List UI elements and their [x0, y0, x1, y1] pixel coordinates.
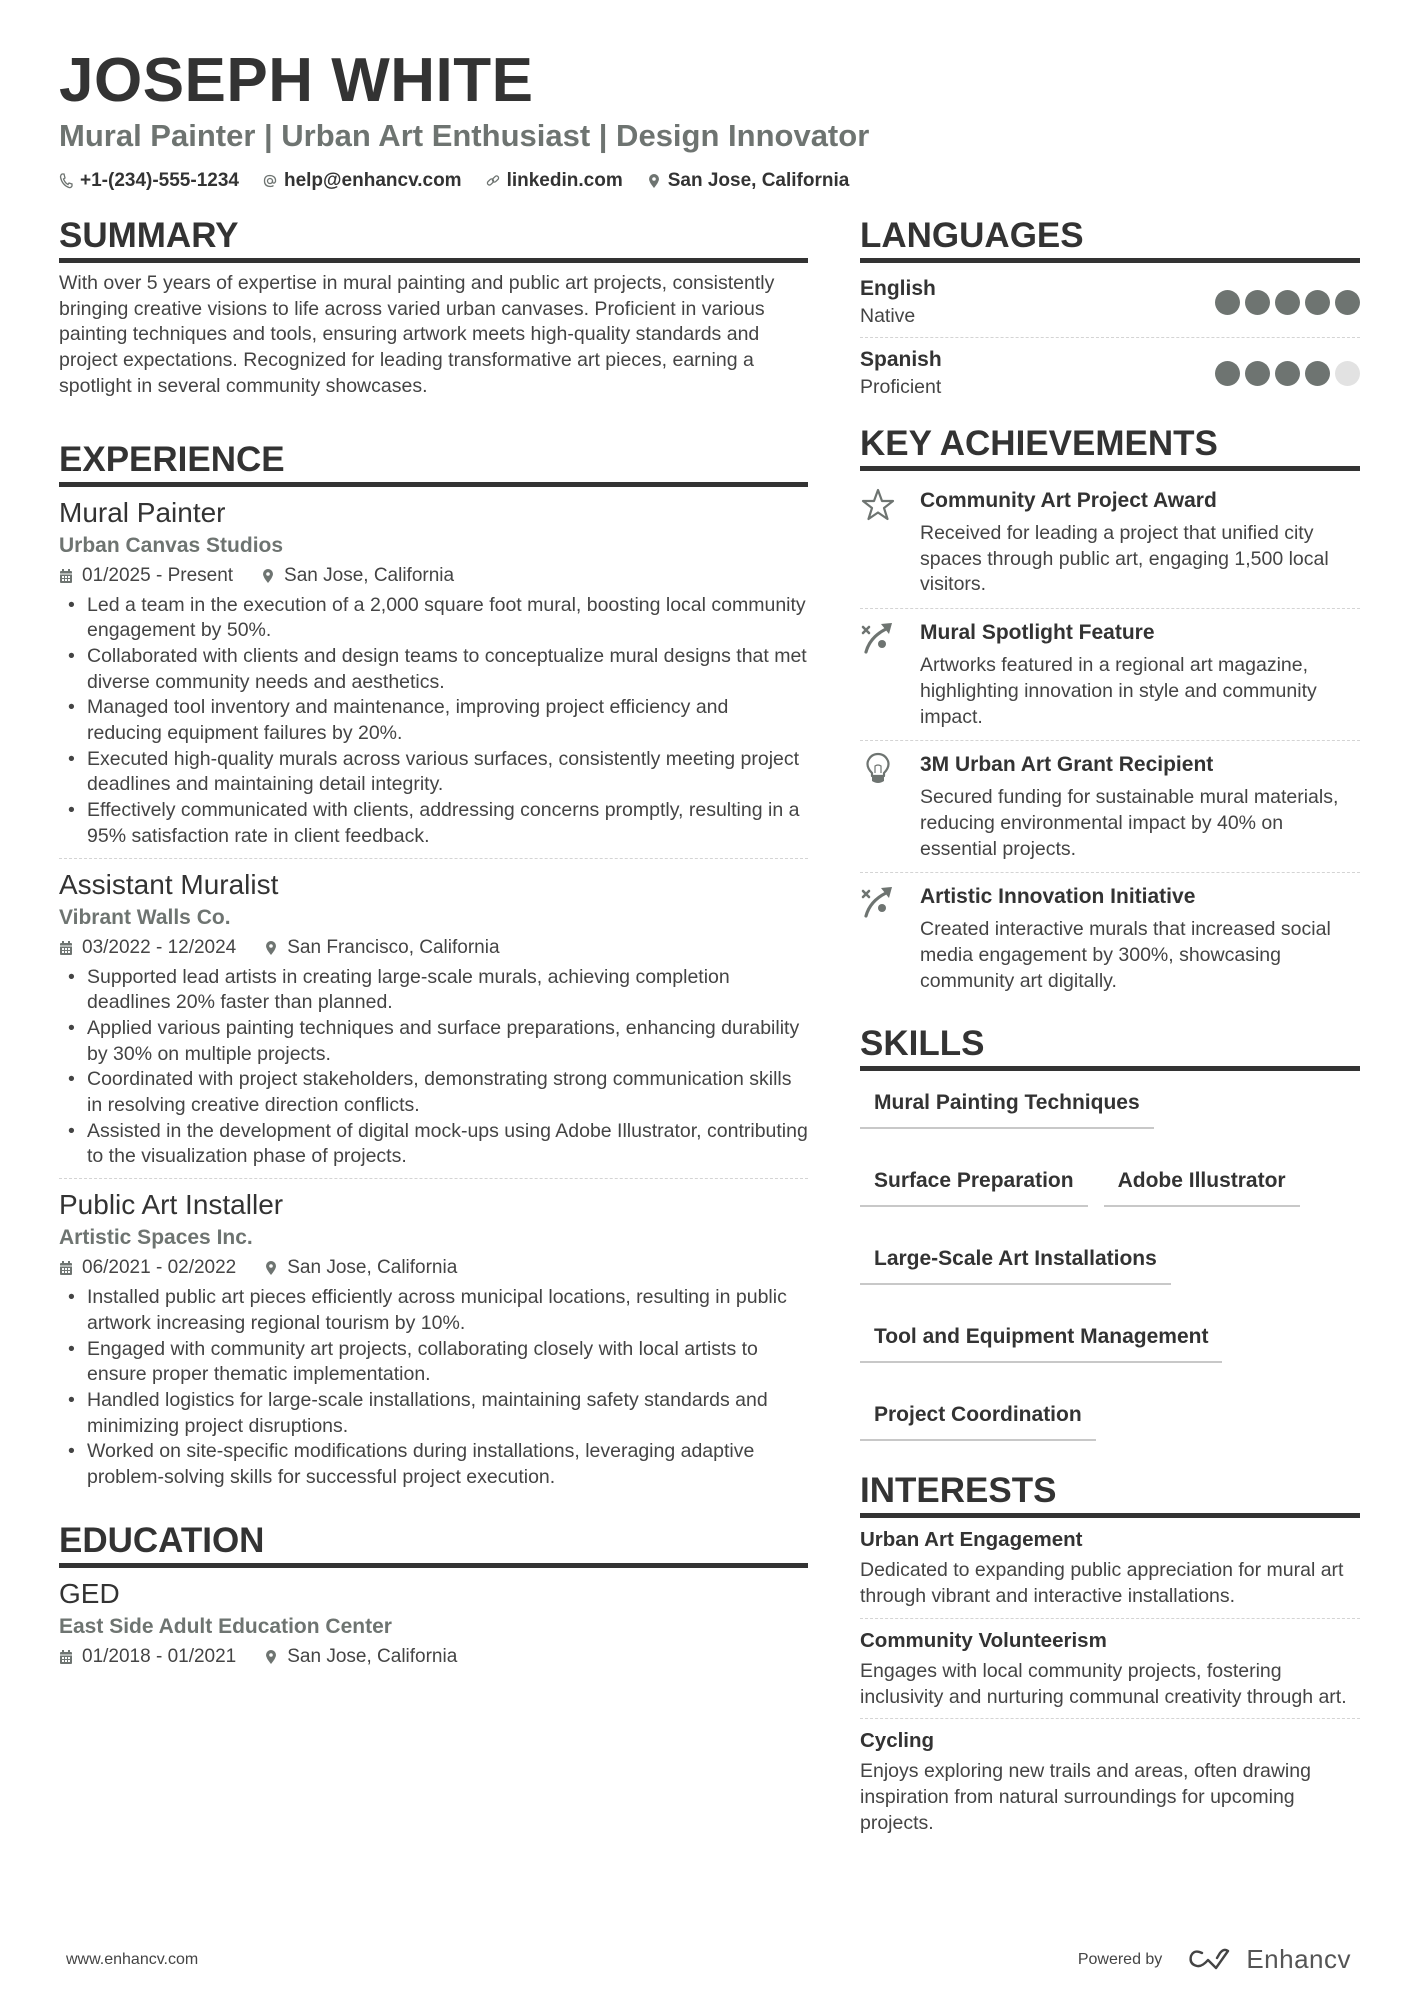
strategy-icon: [860, 619, 896, 655]
job-entry: [59, 858, 808, 1179]
interests-heading: INTERESTS: [860, 1469, 1360, 1518]
skills-section: [860, 1022, 1360, 1441]
achievements-list: [860, 479, 1360, 1004]
achievement-icon-wrap: [860, 881, 920, 994]
language-level: Native: [860, 305, 916, 327]
skills-list: [860, 1079, 1360, 1441]
job-company: Vibrant Walls Co.: [59, 905, 231, 929]
interest-title: Cycling: [860, 1729, 935, 1753]
rating-dot: [1275, 361, 1300, 386]
job-location: San Jose, California: [264, 1253, 457, 1283]
summary-heading: SUMMARY: [59, 214, 808, 263]
bullet-item: • Coordinated with project stakeholders, demonstrating strong communication skills in resolving creative direction conflicts.: [59, 1067, 808, 1118]
education-section: [59, 1519, 808, 1680]
calendar-icon: [59, 1649, 73, 1665]
email-text: help@enhancv.com: [283, 170, 462, 191]
summary-text: With over 5 years of expertise in mural painting and public art projects, consistently bringing creative visions to life across varied urban canvases. Proficient in various painting techniques and tools, ensuring artwork meets high-quality standards and project expectations. Recognized for leading transformative art pieces, earning a spotlight in several community showcases.: [59, 272, 775, 397]
job-bullets: [59, 965, 808, 1171]
bullet-item: • Managed tool inventory and maintenance, improving project efficiency and reducing equipment failures by 20%.: [59, 695, 808, 746]
job-company: Urban Canvas Studios: [59, 533, 284, 557]
job-bullets: [59, 593, 808, 850]
degree: GED: [59, 1577, 120, 1609]
achievements-heading: KEY ACHIEVEMENTS: [860, 422, 1360, 471]
achievement-icon-wrap: [860, 485, 920, 598]
lightbulb-icon: [860, 751, 896, 787]
achievement-body: [920, 617, 1360, 730]
bullet-item: • Collaborated with clients and design teams to conceptualize mural designs that met diverse community needs and aesthetics.: [59, 644, 808, 695]
job-entry: [59, 1178, 808, 1499]
languages-list: [860, 271, 1360, 408]
bullet-item: • Led a team in the execution of a 2,000 square foot mural, boosting local community engagement by 50%.: [59, 593, 808, 644]
powered-by-text: Powered by: [1077, 1950, 1163, 1968]
achievement-title: 3M Urban Art Grant Recipient: [920, 753, 1214, 777]
achievement-body: [920, 485, 1360, 598]
location-icon: [261, 568, 275, 584]
achievement-icon-wrap: [860, 749, 920, 862]
rating-dot: [1305, 361, 1330, 386]
job-meta: [59, 933, 808, 963]
language-name: English: [860, 277, 936, 300]
rating-dot: [1215, 361, 1240, 386]
job-role: Public Art Installer: [59, 1189, 284, 1221]
interest-desc: Enjoys exploring new trails and areas, often drawing inspiration from natural surroundings for upcoming projects.: [860, 1760, 1311, 1834]
contact-email[interactable]: [263, 170, 462, 192]
achievements-section: [860, 422, 1360, 1004]
link-icon: [486, 173, 500, 189]
right-column: [860, 214, 1360, 1844]
rating-dot: [1335, 290, 1360, 315]
language-rating: [1215, 290, 1360, 315]
interest-title: Urban Art Engagement: [860, 1528, 1083, 1552]
bullet-item: • Worked on site-specific modifications during installations, leveraging adaptive problem-solving skills for successful project execution.: [59, 1439, 808, 1490]
achievement-desc: Received for leading a project that unified city spaces through public art, engaging 1,500 local visitors.: [920, 522, 1329, 596]
achievement-body: [920, 881, 1360, 994]
language-rating: [1215, 361, 1360, 386]
interest-item: [860, 1618, 1360, 1718]
language-level: Proficient: [860, 376, 942, 398]
summary-section: [59, 214, 808, 400]
experience-heading: EXPERIENCE: [59, 438, 808, 487]
job-role: Mural Painter: [59, 496, 226, 528]
location-icon: [647, 173, 661, 189]
language-item: [860, 271, 1360, 337]
experience-section: [59, 438, 808, 1499]
job-entry: [59, 495, 808, 858]
location-text: San Jose, California: [667, 170, 850, 191]
education-heading: EDUCATION: [59, 1519, 808, 1568]
candidate-name: JOSEPH WHITE: [59, 46, 534, 115]
language-item: [860, 337, 1360, 408]
phone-text: +1-(234)-555-1234: [80, 170, 239, 191]
education-entry: [59, 1576, 808, 1680]
achievement-title: Mural Spotlight Feature: [920, 621, 1155, 645]
star-icon: [860, 487, 896, 523]
bullet-item: • Handled logistics for large-scale installations, maintaining safety standards and minimizing project disruptions.: [59, 1388, 808, 1439]
enhancv-logo-icon: [1188, 1947, 1234, 1973]
bullet-item: • Executed high-quality murals across various surfaces, consistently meeting project deadlines and maintaining detail integrity.: [59, 747, 808, 798]
skill-tag: Project Coordination: [860, 1395, 1096, 1441]
education-dates: 01/2018 - 01/2021: [59, 1642, 236, 1672]
achievement-desc: Secured funding for sustainable mural materials, reducing environmental impact by 40% on essential projects.: [920, 786, 1339, 860]
rating-dot: [1245, 290, 1270, 315]
candidate-title: Mural Painter | Urban Art Enthusiast | Design Innovator: [59, 118, 870, 153]
brand-name: Enhancv: [1246, 1944, 1351, 1974]
at-icon: [263, 173, 277, 189]
resume-header: [59, 46, 1359, 192]
achievement-title: Artistic Innovation Initiative: [920, 885, 1196, 909]
skill-tag: Surface Preparation: [860, 1161, 1088, 1207]
location-icon: [264, 940, 278, 956]
interests-section: [860, 1469, 1360, 1844]
achievement-item: [860, 479, 1360, 608]
achievement-desc: Artworks featured in a regional art magazine, highlighting innovation in style and community impact.: [920, 654, 1317, 728]
achievement-title: Community Art Project Award: [920, 489, 1217, 512]
rating-dot: [1305, 290, 1330, 315]
bullet-item: • Engaged with community art projects, collaborating closely with local artists to ensure proper thematic implementation.: [59, 1337, 808, 1388]
job-bullets: [59, 1285, 808, 1491]
contact-bar: [59, 170, 1359, 192]
job-location: San Jose, California: [261, 561, 454, 591]
footer: [66, 1944, 1351, 1975]
left-column: [59, 214, 808, 1680]
job-dates: 03/2022 - 12/2024: [59, 933, 236, 963]
school-name: East Side Adult Education Center: [59, 1614, 392, 1638]
bullet-item: • Assisted in the development of digital mock-ups using Adobe Illustrator, contributing to the visualization phase of projects.: [59, 1119, 808, 1170]
location-icon: [264, 1260, 278, 1276]
footer-branding: [1078, 1944, 1351, 1975]
language-info: [860, 346, 942, 400]
bullet-item: • Applied various painting techniques and surface preparations, enhancing durability by 30% on multiple projects.: [59, 1016, 808, 1067]
interest-item: [860, 1526, 1360, 1617]
location-icon: [264, 1649, 278, 1665]
education-location: San Jose, California: [264, 1642, 457, 1672]
skill-tag: Large-Scale Art Installations: [860, 1239, 1171, 1285]
job-meta: [59, 1253, 808, 1283]
jobs-list: [59, 495, 808, 1499]
skill-tag: Adobe Illustrator: [1104, 1161, 1300, 1207]
contact-phone[interactable]: [59, 170, 239, 192]
job-meta: [59, 561, 808, 591]
achievement-item: [860, 608, 1360, 740]
contact-linkedin[interactable]: [486, 170, 623, 192]
rating-dot: [1215, 290, 1240, 315]
achievement-item: [860, 872, 1360, 1004]
achievement-desc: Created interactive murals that increased social media engagement by 300%, showcasing community art digitally.: [920, 918, 1331, 992]
skill-tag: Tool and Equipment Management: [860, 1317, 1222, 1363]
footer-website-link[interactable]: www.enhancv.com: [66, 1950, 199, 1968]
interest-desc: Engages with local community projects, fostering inclusivity and nurturing communal creativity through art.: [860, 1659, 1347, 1708]
education-meta: [59, 1642, 808, 1672]
linkedin-text: linkedin.com: [506, 170, 623, 191]
calendar-icon: [59, 568, 73, 584]
bullet-item: • Supported lead artists in creating large-scale murals, achieving completion deadlines 20% faster than planned.: [59, 965, 808, 1016]
strategy-icon: [860, 883, 896, 919]
job-location: San Francisco, California: [264, 933, 499, 963]
rating-dot: [1275, 290, 1300, 315]
job-role: Assistant Muralist: [59, 868, 279, 900]
language-info: [860, 275, 936, 329]
language-name: Spanish: [860, 348, 942, 371]
bullet-item: • Effectively communicated with clients, addressing concerns promptly, resulting in a 95% satisfaction rate in client feedback.: [59, 798, 808, 849]
skill-tag: Mural Painting Techniques: [860, 1083, 1154, 1129]
languages-heading: LANGUAGES: [860, 214, 1360, 263]
rating-dot: [1245, 361, 1270, 386]
contact-location: [647, 170, 850, 192]
job-dates: 01/2025 - Present: [59, 561, 233, 591]
interests-list: [860, 1526, 1360, 1844]
job-dates: 06/2021 - 02/2022: [59, 1253, 236, 1283]
skills-heading: SKILLS: [860, 1022, 1360, 1071]
calendar-icon: [59, 940, 73, 956]
calendar-icon: [59, 1260, 73, 1276]
achievement-item: [860, 740, 1360, 872]
enhancv-logo[interactable]: [1188, 1944, 1351, 1975]
bullet-item: • Installed public art pieces efficiently across municipal locations, resulting in public artwork increasing regional tourism by 10%.: [59, 1285, 808, 1336]
languages-section: [860, 214, 1360, 408]
interest-item: [860, 1718, 1360, 1844]
job-company: Artistic Spaces Inc.: [59, 1226, 253, 1250]
achievement-body: [920, 749, 1360, 862]
achievement-icon-wrap: [860, 617, 920, 730]
interest-title: Community Volunteerism: [860, 1628, 1107, 1652]
rating-dot: [1335, 361, 1360, 386]
phone-icon: [59, 173, 73, 189]
interest-desc: Dedicated to expanding public appreciation for mural art through vibrant and interactive installations.: [860, 1559, 1344, 1608]
